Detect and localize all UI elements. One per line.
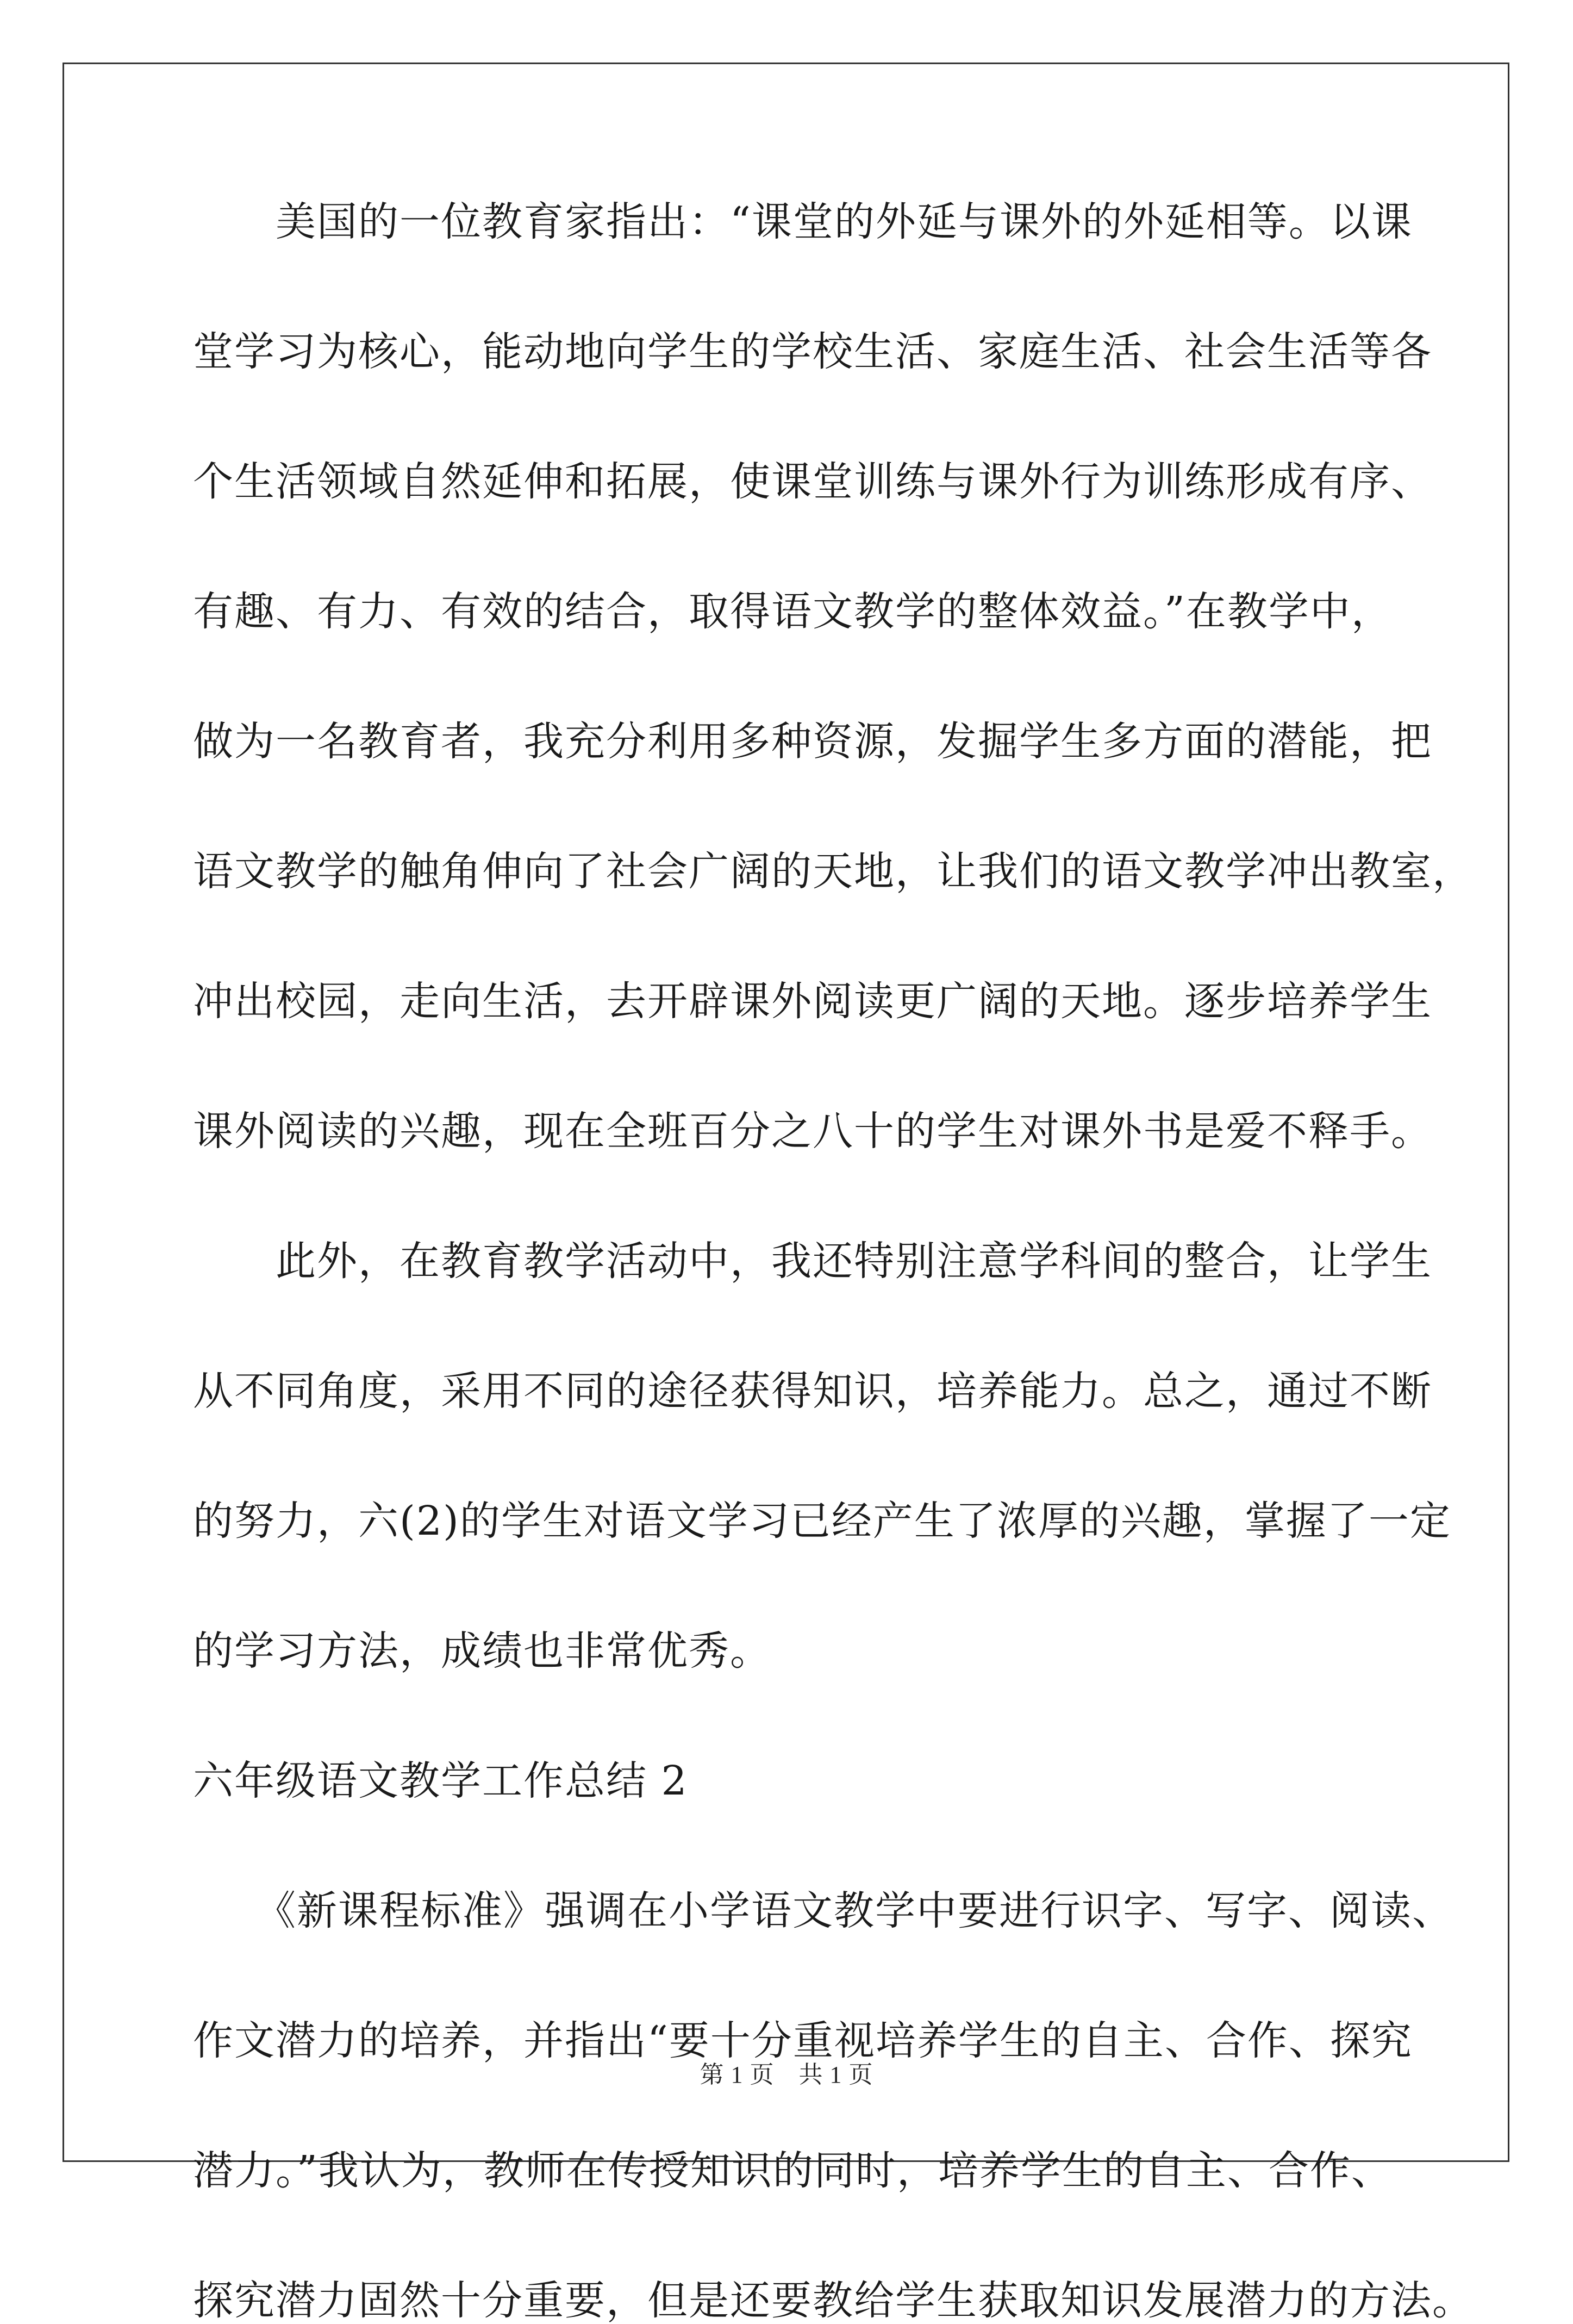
text-line: 有趣、有力、有效的结合，取得语文教学的整体效益。”在教学中， [193,588,1393,635]
text-line: 做为一名教育者，我充分利用多种资源，发掘学生多方面的潜能，把 [193,718,1432,765]
text-line: 作文潜力的培养，并指出“要十分重视培养学生的自主、合作、探究 [193,2017,1413,2064]
text-line: 探究潜力固然十分重要，但是还要教给学生获取知识发展潜力的方法。 [193,2277,1474,2324]
text-line: 堂学习为核心，能动地向学生的学校生活、家庭生活、社会生活等各 [193,328,1432,375]
text-line: 课外阅读的兴趣，现在全班百分之八十的学生对课外书是爱不释手。 [193,1108,1432,1155]
text-line: 的学习方法，成绩也非常优秀。 [193,1628,771,1674]
text-line: 美国的一位教育家指出：“课堂的外延与课外的外延相等。以课 [193,198,1413,245]
text-line: 此外，在教育教学活动中，我还特别注意学科间的整合，让学生 [193,1238,1432,1285]
text-line: 的努力，六(2)的学生对语文学习已经产生了浓厚的兴趣，掌握了一定 [193,1498,1451,1544]
text-line: 个生活领域自然延伸和拓展，使课堂训练与课外行为训练形成有序、 [193,458,1432,505]
text-line: 《新课程标准》强调在小学语文教学中要进行识字、写字、阅读、 [193,1887,1453,1934]
heading-text: 六年级语文教学工作总结 2 [193,1758,688,1804]
page-footer [0,2055,1573,2090]
text-line: 语文教学的触角伸向了社会广阔的天地，让我们的语文教学冲出教室， [193,848,1474,895]
text-line: 冲出校园，走向生活，去开辟课外阅读更广阔的天地。逐步培养学生 [193,978,1432,1025]
text-line: 从不同角度，采用不同的途径获得知识，培养能力。总之，通过不断 [193,1368,1432,1415]
text-line: 潜力。”我认为，教师在传授知识的同时，培养学生的自主、合作、 [193,2147,1393,2194]
page-number: 第 1 页 共 1 页 [700,2061,873,2088]
